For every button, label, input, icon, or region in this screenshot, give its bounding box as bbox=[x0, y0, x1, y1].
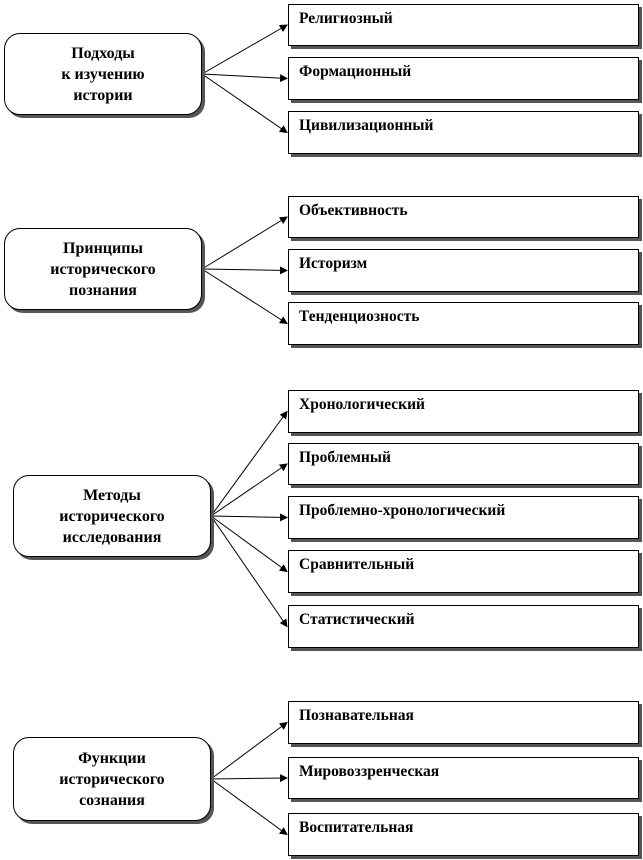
concept-box: Методы исторического исследования bbox=[13, 475, 211, 557]
list-item: Тенденциозность bbox=[288, 302, 639, 345]
connector-arrow bbox=[211, 412, 287, 517]
concept-box: Функции исторического сознания bbox=[13, 737, 211, 821]
list-item: Познавательная bbox=[288, 701, 639, 744]
connector-arrow bbox=[211, 516, 287, 572]
connector-arrow bbox=[211, 516, 287, 627]
connector-arrow bbox=[202, 269, 287, 324]
connector-arrow bbox=[202, 217, 287, 269]
list-item: Сравнительный bbox=[288, 550, 639, 593]
connector-arrow bbox=[211, 778, 287, 779]
connector-arrow bbox=[202, 25, 287, 74]
list-item: Воспитательная bbox=[288, 813, 639, 856]
concept-box: Подходы к изучению истории bbox=[4, 33, 202, 115]
connector-arrow bbox=[202, 74, 287, 133]
connector-arrow bbox=[202, 269, 287, 271]
list-item: Проблемный bbox=[288, 443, 639, 485]
list-item: Формационный bbox=[288, 57, 639, 100]
list-item: Мировоззренческая bbox=[288, 757, 639, 799]
connector-arrow bbox=[211, 779, 287, 835]
list-item: Религиозный bbox=[288, 4, 639, 46]
list-item: Цивилизационный bbox=[288, 111, 639, 154]
connector-arrow bbox=[211, 464, 287, 516]
connector-arrow bbox=[211, 516, 287, 518]
list-item: Статистический bbox=[288, 605, 639, 648]
list-item: Историзм bbox=[288, 249, 639, 292]
connector-arrow bbox=[202, 74, 287, 79]
list-item: Объективность bbox=[288, 196, 639, 238]
list-item: Хронологический bbox=[288, 390, 639, 433]
concept-box: Принципы исторического познания bbox=[4, 228, 202, 310]
connector-arrow bbox=[211, 723, 287, 780]
list-item: Проблемно-хронологический bbox=[288, 496, 639, 539]
